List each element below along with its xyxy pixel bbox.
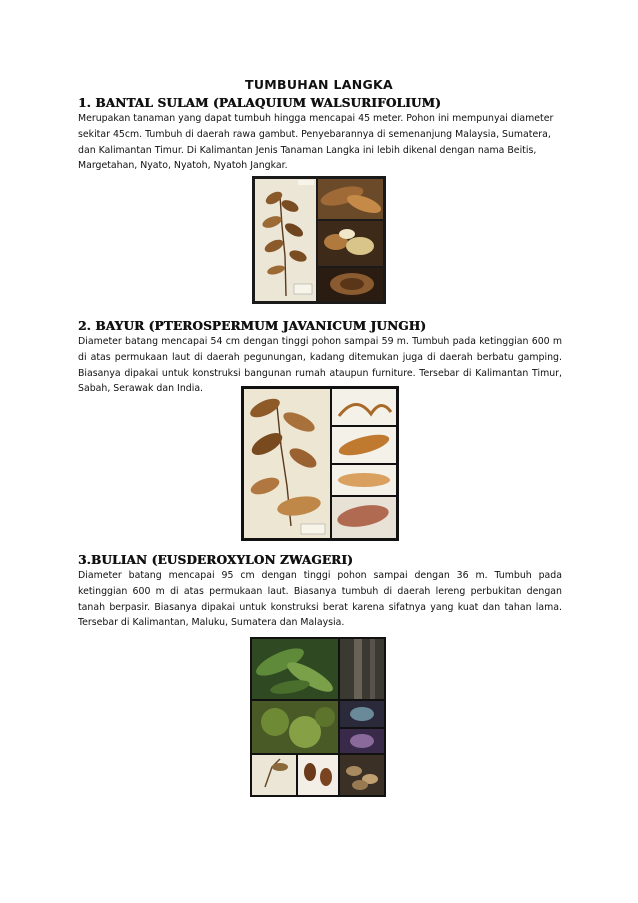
section-text-bulian: Diameter batang mencapai 95 cm dengan tinggi pohon sampai dengan 36 m. Tumbuh pada ketinggian 600 m di atas permukaan laut. Biasanya tumbuh di daerah lereng perbukitan dengan tanah berpasir. Biasanya dipakai untuk konstruksi berat karena sifatnya yang kuat dan tahan lama. Tersebar di Kalimantan, Maluku, Sumatera dan Malaysia. bbox=[78, 570, 562, 629]
photo-bantal-sulam bbox=[252, 176, 386, 304]
section-heading-bayur: 2. BAYUR (PTEROSPERMUM JAVANICUM JUNGH) bbox=[78, 319, 427, 333]
section-heading-bantal-sulam: 1. BANTAL SULAM (PALAQUIUM WALSURIFOLIUM) bbox=[78, 96, 441, 110]
photo-bulian bbox=[250, 637, 386, 797]
tree-seed-collage-illustration bbox=[250, 637, 386, 797]
section-text-bayur: Diameter batang mencapai 54 cm dengan tinggi pohon sampai 59 m. Tumbuh pada ketinggian 600 m di atas permukaan laut di daerah pegunungan, kadang ditemukan juga di daerah berbatu gamping. Biasanya dipakai untuk konstruksi bangunan rumah ataupun furniture. Tersebar di Kalimantan Timur, Sabah, Serawak dan India. bbox=[78, 336, 562, 395]
herbarium-fruit-collage-illustration bbox=[241, 386, 399, 541]
document-title: TUMBUHAN LANGKA bbox=[245, 77, 393, 92]
photo-bayur bbox=[241, 386, 399, 541]
herbarium-collage-illustration bbox=[252, 176, 386, 304]
section-text-bantal-sulam: Merupakan tanaman yang dapat tumbuh hingga mencapai 45 meter. Pohon ini mempunyai diameter sekitar 45cm. Tumbuh di daerah rawa gambut. Penyebarannya di semenanjung Malaysia, Sumatera, dan Kalimantan Timur. Di Kalimantan Jenis Tanaman Langka ini lebih dikenal dengan nama Beitis, Margetahan, Nyato, Nyatoh, Nyatoh Jangkar. bbox=[78, 113, 554, 172]
section-heading-bulian: 3.BULIAN (EUSDEROXYLON ZWAGERI) bbox=[78, 553, 353, 567]
